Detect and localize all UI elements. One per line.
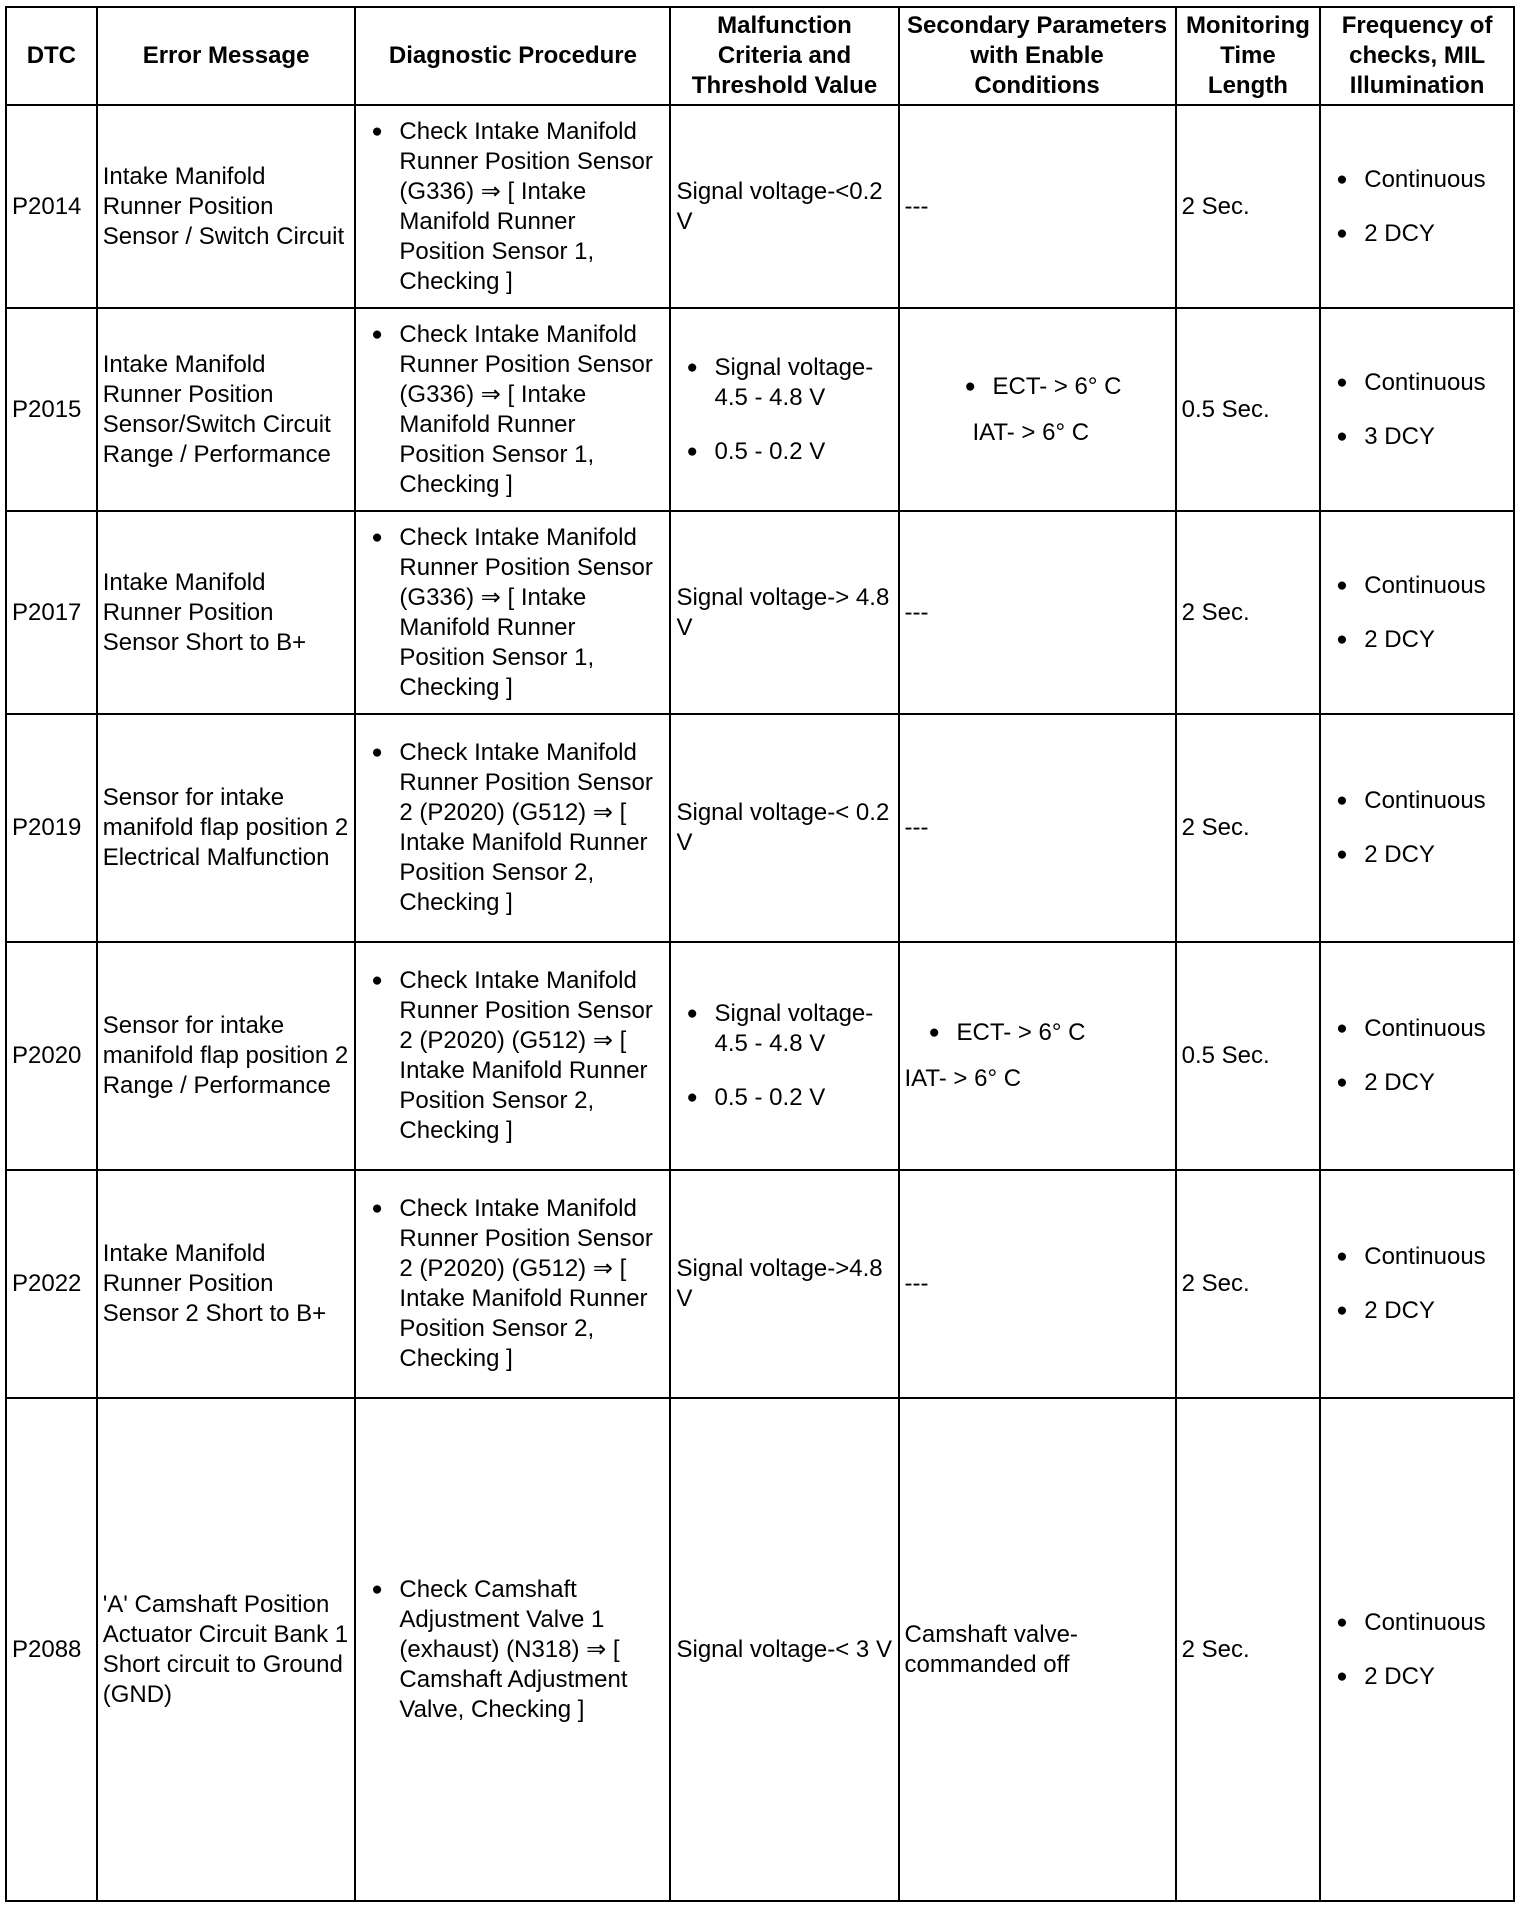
diagnostic-procedure — [355, 105, 670, 308]
diagnostic-procedure — [355, 511, 670, 714]
table-row — [6, 1170, 1514, 1398]
monitoring-time: 0.5 Sec. — [1176, 942, 1321, 1170]
frequency-item: ● 2 DCY — [1326, 1662, 1508, 1692]
procedure-item: ● Check Intake Manifold Runner Position Sensor (G336) ⇒ [ Intake Manifold Runner Position Sensor 1, Checking ] — [361, 320, 664, 500]
error-message: Intake Manifold Runner Position Sensor / Switch Circuit — [97, 105, 356, 308]
monitoring-time: 2 Sec. — [1176, 1170, 1321, 1398]
secondary-note: IAT- > 6° C — [904, 1065, 1022, 1092]
malfunction-criteria — [670, 942, 898, 1170]
frequency — [1320, 1170, 1514, 1398]
frequency-item: ● 2 DCY — [1326, 219, 1508, 249]
error-message: Sensor for intake manifold flap position 2 Electrical Malfunction — [97, 714, 356, 942]
diagnostic-procedure — [355, 308, 670, 511]
diagnostic-procedure — [355, 714, 670, 942]
table-row — [6, 308, 1514, 511]
secondary-note: IAT- > 6° C — [972, 418, 1090, 446]
header-diagnostic-procedure: Diagnostic Procedure — [355, 7, 670, 105]
malfunction-criteria — [670, 308, 898, 511]
frequency-item: ● 2 DCY — [1326, 840, 1508, 870]
criteria-item: ● Signal voltage-4.5 - 4.8 V — [676, 999, 892, 1059]
diagnostic-procedure — [355, 1170, 670, 1398]
frequency-item: ● 2 DCY — [1326, 1068, 1508, 1098]
secondary-parameters — [899, 308, 1176, 511]
secondary-parameters: --- — [899, 714, 1176, 942]
frequency — [1320, 511, 1514, 714]
frequency-item: ● 2 DCY — [1326, 1296, 1508, 1326]
procedure-item: ● Check Intake Manifold Runner Position Sensor 2 (P2020) (G512) ⇒ [ Intake Manifold Runner Position Sensor 2, Checking ] — [361, 966, 664, 1146]
diagnostic-procedure — [355, 942, 670, 1170]
malfunction-criteria: Signal voltage-<0.2 V — [670, 105, 898, 308]
frequency-item: ● 2 DCY — [1326, 625, 1508, 655]
error-message: 'A' Camshaft Position Actuator Circuit Bank 1 Short circuit to Ground (GND) — [97, 1398, 356, 1901]
monitoring-time: 2 Sec. — [1176, 714, 1321, 942]
frequency — [1320, 105, 1514, 308]
header-monitoring-time: Monitoring Time Length — [1176, 7, 1321, 105]
table-row — [6, 714, 1514, 942]
criteria-item: ● 0.5 - 0.2 V — [676, 1083, 892, 1113]
procedure-item: ● Check Intake Manifold Runner Position Sensor (G336) ⇒ [ Intake Manifold Runner Position Sensor 1, Checking ] — [361, 523, 664, 703]
frequency-item: ● Continuous — [1326, 1608, 1508, 1638]
header-dtc: DTC — [6, 7, 97, 105]
criteria-item: ● Signal voltage-4.5 - 4.8 V — [676, 353, 892, 413]
header-row — [6, 7, 1514, 105]
malfunction-criteria: Signal voltage->4.8 V — [670, 1170, 898, 1398]
frequency-item: ● Continuous — [1326, 368, 1508, 398]
error-message: Intake Manifold Runner Position Sensor Short to B+ — [97, 511, 356, 714]
frequency-item: ● Continuous — [1326, 571, 1508, 601]
frequency — [1320, 942, 1514, 1170]
dtc-code: P2014 — [6, 105, 97, 308]
malfunction-criteria: Signal voltage-< 0.2 V — [670, 714, 898, 942]
dtc-code: P2015 — [6, 308, 97, 511]
malfunction-criteria: Signal voltage-< 3 V — [670, 1398, 898, 1901]
frequency — [1320, 1398, 1514, 1901]
table-row — [6, 511, 1514, 714]
error-message: Intake Manifold Runner Position Sensor/Switch Circuit Range / Performance — [97, 308, 356, 511]
secondary-parameters: Camshaft valve-commanded off — [899, 1398, 1176, 1901]
frequency-item: ● Continuous — [1326, 1014, 1508, 1044]
procedure-item: ● Check Camshaft Adjustment Valve 1 (exhaust) (N318) ⇒ [ Camshaft Adjustment Valve, Checking ] — [361, 1575, 664, 1725]
dtc-table — [5, 6, 1515, 1902]
monitoring-time: 2 Sec. — [1176, 105, 1321, 308]
secondary-item: ● ECT- > 6° C — [955, 372, 1170, 402]
procedure-item: ● Check Intake Manifold Runner Position Sensor 2 (P2020) (G512) ⇒ [ Intake Manifold Runner Position Sensor 2, Checking ] — [361, 1194, 664, 1374]
diagnostic-procedure — [355, 1398, 670, 1901]
procedure-item: ● Check Intake Manifold Runner Position Sensor 2 (P2020) (G512) ⇒ [ Intake Manifold Runner Position Sensor 2, Checking ] — [361, 738, 664, 918]
header-frequency: Frequency of checks, MIL Illumination — [1320, 7, 1514, 105]
dtc-code: P2088 — [6, 1398, 97, 1901]
table-row — [6, 942, 1514, 1170]
secondary-parameters: --- — [899, 105, 1176, 308]
dtc-code: P2020 — [6, 942, 97, 1170]
frequency — [1320, 714, 1514, 942]
header-malfunction-criteria: Malfunction Criteria and Threshold Value — [670, 7, 898, 105]
frequency-item: ● Continuous — [1326, 165, 1508, 195]
secondary-parameters: --- — [899, 1170, 1176, 1398]
dtc-code: P2019 — [6, 714, 97, 942]
secondary-parameters: --- — [899, 511, 1176, 714]
monitoring-time: 2 Sec. — [1176, 511, 1321, 714]
procedure-item: ● Check Intake Manifold Runner Position Sensor (G336) ⇒ [ Intake Manifold Runner Position Sensor 1, Checking ] — [361, 117, 664, 297]
criteria-item: ● 0.5 - 0.2 V — [676, 437, 892, 467]
malfunction-criteria: Signal voltage-> 4.8 V — [670, 511, 898, 714]
secondary-parameters — [899, 942, 1176, 1170]
frequency-item: ● 3 DCY — [1326, 422, 1508, 452]
frequency — [1320, 308, 1514, 511]
error-message: Sensor for intake manifold flap position 2 Range / Performance — [97, 942, 356, 1170]
error-message: Intake Manifold Runner Position Sensor 2 Short to B+ — [97, 1170, 356, 1398]
dtc-code: P2017 — [6, 511, 97, 714]
table-row — [6, 105, 1514, 308]
frequency-item: ● Continuous — [1326, 786, 1508, 816]
secondary-item: ● ECT- > 6° C — [919, 1018, 1170, 1048]
header-secondary-parameters: Secondary Parameters with Enable Conditions — [899, 7, 1176, 105]
header-error-message: Error Message — [97, 7, 356, 105]
frequency-item: ● Continuous — [1326, 1242, 1508, 1272]
dtc-code: P2022 — [6, 1170, 97, 1398]
table-row — [6, 1398, 1514, 1901]
monitoring-time: 0.5 Sec. — [1176, 308, 1321, 511]
monitoring-time: 2 Sec. — [1176, 1398, 1321, 1901]
